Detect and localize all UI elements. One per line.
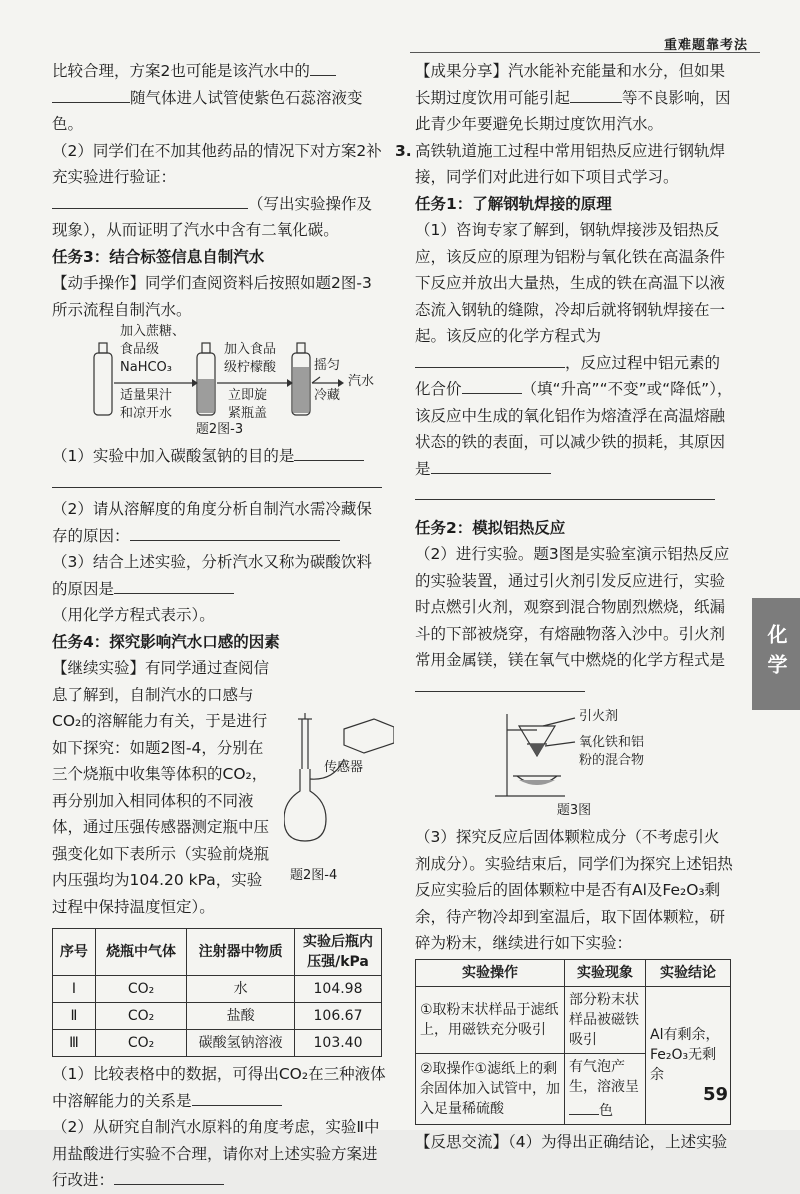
table-cell: Ⅱ	[53, 1003, 96, 1030]
left-q1-line	[52, 470, 387, 497]
table-header-row	[416, 959, 731, 986]
left-column	[52, 58, 387, 1194]
figure-3	[415, 704, 733, 820]
table-cell: 水	[187, 976, 295, 1003]
left-q3b: （用化学方程式表示）。	[52, 606, 215, 624]
table-row	[53, 1030, 382, 1057]
left-line-1: 比较合理，方案2也可能是该汽水中的	[52, 58, 387, 85]
table-header: 实验结论	[646, 959, 731, 986]
left-q3: （3）结合上述实验，分析汽水又称为碳酸饮料的原因是	[52, 553, 372, 598]
fig3-under2: 和凉开水	[120, 406, 173, 421]
pressure-table	[52, 928, 382, 1057]
fig4-caption: 题2图-4	[290, 868, 338, 883]
table-row	[53, 976, 382, 1003]
flask-sensor-diagram	[284, 709, 394, 859]
left-q2-answer: （写出实验操作及现象），从而证明了汽水中含有二氧化碳。	[52, 191, 387, 244]
left-q5: （2）从研究自制汽水原料的角度考虑，实验Ⅱ中用盐酸进行实验不合理，请你对上述实验方案进行改进：	[52, 1118, 380, 1189]
task1-heading: 任务1：了解钢轨焊接的原理	[415, 194, 612, 213]
table-cell: CO₂	[95, 1030, 186, 1057]
table-row	[53, 1003, 382, 1030]
fig3-soda: 汽水	[348, 374, 375, 389]
reflect-text: 【反思交流】（4）为得出正确结论，上述实验	[415, 1132, 728, 1151]
fig3-add1: 加入蔗糖、	[120, 324, 186, 339]
table-header: 实验后瓶内压强/kPa	[295, 929, 382, 976]
continue-block	[52, 655, 387, 920]
fig3-under1: 适量果汁	[120, 388, 173, 403]
share-text: 【成果分享】汽水能补充能量和水分，但如果长期过度饮用可能引起 等不良影响，因此青少年要避免长期过度饮用汽水。	[415, 62, 731, 133]
table-header: 注射器中物质	[187, 929, 295, 976]
figure-2-4	[284, 709, 394, 859]
table-cell: 部分粉末状样品被磁铁吸引	[565, 986, 646, 1053]
fig3-under4: 紧瓶盖	[228, 406, 268, 421]
fig5-mix2: 粉的混合物	[579, 753, 645, 768]
table-cell: ②取操作①滤纸上的剩余固体加入试管中，加入足量稀硫酸	[416, 1053, 565, 1124]
fig5-caption: 题3图	[556, 803, 592, 818]
fig3-under3: 立即旋	[228, 388, 268, 403]
task4-heading: 任务4：探究影响汽水口感的因素	[52, 632, 280, 651]
task3-heading: 任务3：结合标签信息自制汽水	[52, 247, 265, 266]
header-rule	[410, 52, 760, 53]
table-header-row	[53, 929, 382, 976]
fig3-add2: 食品级	[120, 342, 160, 357]
table-cell: 103.40	[295, 1030, 382, 1057]
task2-text: （2）进行实验。题3图是实验室演示铝热反应的实验装置，通过引火剂引发反应进行，实验时点燃引火剂，观察到混合物剧烈燃烧，纸漏斗的下部被烧穿，有熔融物落入沙中。引火剂常用金属镁，镁在氧气中燃烧的化学方程式是	[415, 541, 733, 700]
task1-line	[415, 482, 733, 509]
question-number: 3.	[395, 141, 412, 160]
subject-tab: 化学	[752, 598, 800, 710]
thermite-apparatus	[415, 704, 733, 804]
fig5-mix1: 氧化铁和铝	[579, 735, 645, 750]
right-column	[395, 58, 733, 1155]
left-q2b: （2）请从溶解度的角度分析自制汽水需冷藏保存的原因：	[52, 500, 372, 545]
page-header: 重难题靠考法	[663, 38, 748, 53]
table-cell: 有气泡产生，溶液呈色	[565, 1053, 646, 1124]
fig3-shake: 摇匀	[314, 358, 341, 373]
page-number: 59	[702, 1084, 728, 1105]
table-cell: 104.98	[295, 976, 382, 1003]
fig3-add5: 级柠檬酸	[224, 360, 277, 375]
table-cell: CO₂	[95, 976, 186, 1003]
table-header: 烧瓶中气体	[95, 929, 186, 976]
figure-2-3	[52, 324, 387, 439]
question-3: 3. 高铁轨道施工过程中常用铝热反应进行钢轨焊接，同学们对此进行如下项目式学习。	[415, 138, 733, 191]
table-cell: 碳酸氢钠溶液	[187, 1030, 295, 1057]
table-cell: Al有剩余，Fe₂O₃无剩余	[646, 986, 731, 1124]
fig3-add3: NaHCO₃	[120, 360, 172, 375]
table-cell: Ⅰ	[53, 976, 96, 1003]
experiment-table	[415, 959, 731, 1125]
fig5-igniter: 引火剂	[579, 709, 619, 724]
hands-on-text: 【动手操作】同学们查阅资料后按照如题2图-3所示流程自制汽水。	[52, 274, 372, 319]
left-q2: （2）同学们在不加其他药品的情况下对方案2补充实验进行验证：	[52, 141, 382, 186]
fig4-sensor: 传感器	[324, 760, 364, 775]
task1-text: （1）咨询专家了解到，钢轨焊接涉及铝热反应，该反应的原理为铝粉与氧化铁在高温条件下反应并放出大量热，生成的铁在高温下以液态流入钢轨的缝隙，冷却后就将钢轨焊接在一起。该反应的化学方程式为，反应过程中铝元素的化合价 （填“升高”“不变”或“降低”），该反应中生成的氧化铝作为熔渣浮在高温熔融状态的铁的表面，可以减少铁的损耗，其原因是	[415, 221, 733, 478]
table-cell: Ⅲ	[53, 1030, 96, 1057]
task3-text: （3）探究反应后固体颗粒成分（不考虑引火剂成分）。实验结束后，同学们为探究上述铝热反应实验后的固体颗粒中是否有Al及Fe₂O₃剩余，待产物冷却到室温后，取下固体颗粒，研碎为粉末，继续进行如下实验：	[415, 828, 733, 952]
table-cell: CO₂	[95, 1003, 186, 1030]
table-cell: ①取粉末状样品于滤纸上，用磁铁充分吸引	[416, 986, 565, 1053]
task2-heading: 任务2：模拟铝热反应	[415, 518, 566, 537]
fig3-caption: 题2图-3	[195, 422, 244, 437]
continue-text: 【继续实验】有同学通过查阅信息了解到，自制汽水的口感与CO₂的溶解能力有关，于是进行如下探究：如题2图-4，分别在三个烧瓶中收集等体积的CO₂，再分别加入相同体积的不同液体，通过压强传感器测定瓶中压强变化如下表所示（实验前烧瓶内压强均为104.20 kPa，实验过程中保持温度恒定）。	[52, 659, 270, 916]
left-line-2: 随气体进人试管使紫色石蕊溶液变色。	[52, 85, 387, 138]
table-header: 序号	[53, 929, 96, 976]
table-cell: 106.67	[295, 1003, 382, 1030]
table-row	[416, 986, 731, 1053]
table-header: 实验现象	[565, 959, 646, 986]
fig3-cold: 冷藏	[314, 388, 341, 403]
left-q1: （1）实验中加入碳酸氢钠的目的是	[52, 443, 387, 470]
table-header: 实验操作	[416, 959, 565, 986]
left-q4: （1）比较表格中的数据，可得出CO₂在三种液体中溶解能力的关系是	[52, 1065, 386, 1110]
fig3-add4: 加入食品	[224, 342, 277, 357]
table-cell: 盐酸	[187, 1003, 295, 1030]
